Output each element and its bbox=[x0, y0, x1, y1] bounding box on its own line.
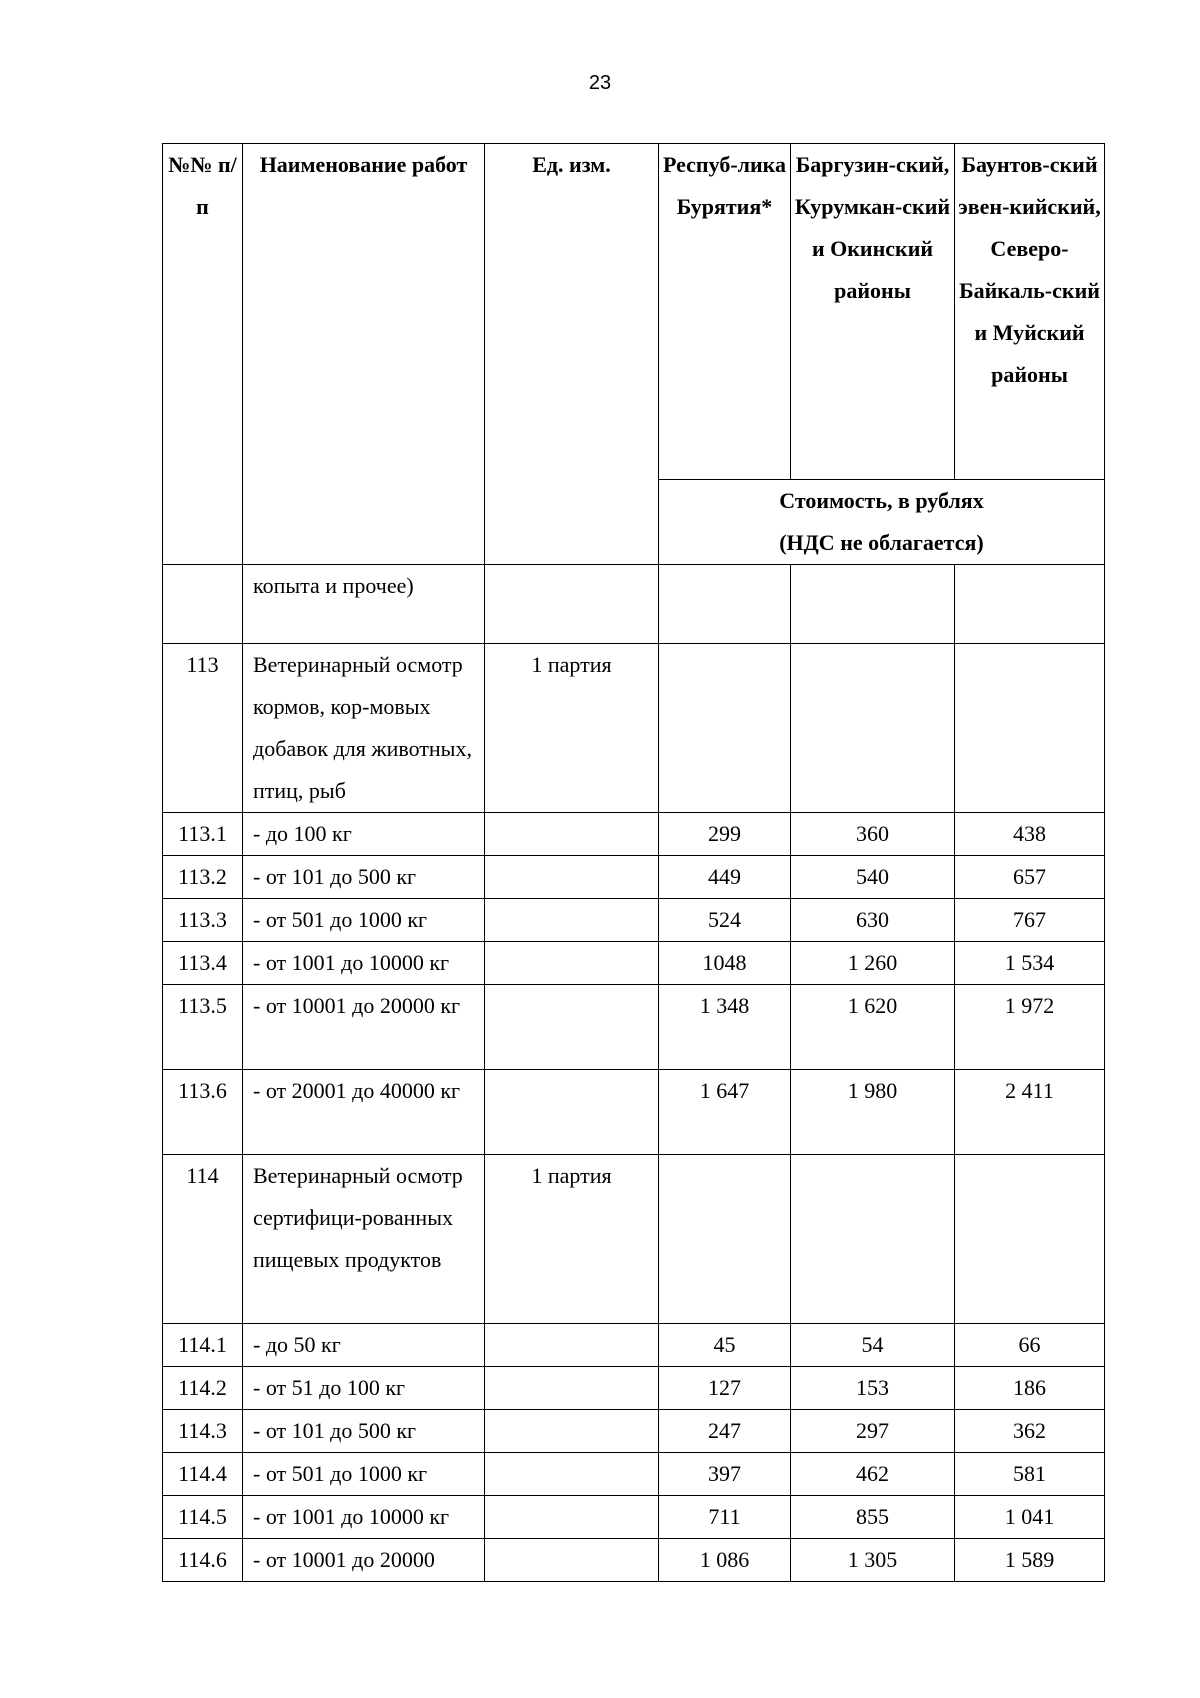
cell-price-bauntov: 767 bbox=[955, 899, 1105, 942]
header-col-barguzin: Баргузин-ский, Курумкан-ский и Окинский районы bbox=[791, 144, 955, 480]
cell-price-buryatia: 397 bbox=[659, 1453, 791, 1496]
cell-price-bauntov: 581 bbox=[955, 1453, 1105, 1496]
price-table bbox=[162, 143, 1105, 1582]
cell-num: 114.4 bbox=[163, 1453, 243, 1496]
header-name: Наименование работ bbox=[243, 144, 485, 565]
cell-price-bauntov: 2 411 bbox=[955, 1070, 1105, 1155]
cell-price-barguzin: 360 bbox=[791, 813, 955, 856]
cell-num: 114.2 bbox=[163, 1367, 243, 1410]
table-row bbox=[163, 1324, 1105, 1367]
header-unit: Ед. изм. bbox=[485, 144, 659, 565]
cell-unit bbox=[485, 1070, 659, 1155]
cell-name: - от 1001 до 10000 кг bbox=[243, 942, 485, 985]
cell-name: - от 101 до 500 кг bbox=[243, 1410, 485, 1453]
cell-unit bbox=[485, 1324, 659, 1367]
table-row bbox=[163, 942, 1105, 985]
table-row bbox=[163, 1496, 1105, 1539]
cell-name: - от 1001 до 10000 кг bbox=[243, 1496, 485, 1539]
table-row bbox=[163, 1155, 1105, 1324]
cell-price-bauntov: 657 bbox=[955, 856, 1105, 899]
cell-unit bbox=[485, 813, 659, 856]
cell-num: 114.6 bbox=[163, 1539, 243, 1582]
table-row bbox=[163, 1453, 1105, 1496]
cell-unit: 1 партия bbox=[485, 1155, 659, 1324]
table-row bbox=[163, 813, 1105, 856]
cell-price-barguzin bbox=[791, 644, 955, 813]
header-cost-line1: Стоимость, в рублях bbox=[779, 488, 984, 513]
cell-name: Ветеринарный осмотр кормов, кор-мовых добавок для животных, птиц, рыб bbox=[243, 644, 485, 813]
cell-price-barguzin: 855 bbox=[791, 1496, 955, 1539]
cell-price-bauntov: 1 589 bbox=[955, 1539, 1105, 1582]
cell-price-buryatia: 299 bbox=[659, 813, 791, 856]
cell-price-bauntov: 66 bbox=[955, 1324, 1105, 1367]
cell-price-barguzin: 1 260 bbox=[791, 942, 955, 985]
cell-name: - от 10001 до 20000 bbox=[243, 1539, 485, 1582]
cell-price-bauntov bbox=[955, 1155, 1105, 1324]
cell-unit bbox=[485, 942, 659, 985]
cell-price-barguzin bbox=[791, 1155, 955, 1324]
cell-price-buryatia: 524 bbox=[659, 899, 791, 942]
cell-price-barguzin: 54 bbox=[791, 1324, 955, 1367]
cell-price-buryatia bbox=[659, 644, 791, 813]
cell-price-buryatia: 1 647 bbox=[659, 1070, 791, 1155]
cell-name: - до 50 кг bbox=[243, 1324, 485, 1367]
table-row bbox=[163, 899, 1105, 942]
cell-price-buryatia bbox=[659, 1155, 791, 1324]
cell-price-bauntov bbox=[955, 644, 1105, 813]
cell-unit bbox=[485, 856, 659, 899]
cell-unit bbox=[485, 565, 659, 644]
cell-price-buryatia: 247 bbox=[659, 1410, 791, 1453]
cell-unit bbox=[485, 1410, 659, 1453]
cell-price-buryatia: 711 bbox=[659, 1496, 791, 1539]
cell-name: - от 10001 до 20000 кг bbox=[243, 985, 485, 1070]
cell-price-buryatia: 1 348 bbox=[659, 985, 791, 1070]
cell-price-barguzin: 1 305 bbox=[791, 1539, 955, 1582]
cell-price-bauntov: 362 bbox=[955, 1410, 1105, 1453]
cell-price-buryatia: 45 bbox=[659, 1324, 791, 1367]
cell-num: 114.1 bbox=[163, 1324, 243, 1367]
cell-price-barguzin: 153 bbox=[791, 1367, 955, 1410]
header-col-buryatia: Респуб-лика Бурятия* bbox=[659, 144, 791, 480]
cell-unit bbox=[485, 1496, 659, 1539]
cell-num: 113.4 bbox=[163, 942, 243, 985]
cell-price-buryatia bbox=[659, 565, 791, 644]
cell-price-barguzin: 462 bbox=[791, 1453, 955, 1496]
cell-unit: 1 партия bbox=[485, 644, 659, 813]
page-number: 23 bbox=[588, 72, 612, 94]
cell-num: 113.5 bbox=[163, 985, 243, 1070]
cell-name: - от 51 до 100 кг bbox=[243, 1367, 485, 1410]
table-row bbox=[163, 644, 1105, 813]
cell-num bbox=[163, 565, 243, 644]
cell-name: Ветеринарный осмотр сертифици-рованных пищевых продуктов bbox=[243, 1155, 485, 1324]
cell-num: 113.6 bbox=[163, 1070, 243, 1155]
cell-price-bauntov: 438 bbox=[955, 813, 1105, 856]
cell-unit bbox=[485, 1539, 659, 1582]
cell-name: копыта и прочее) bbox=[243, 565, 485, 644]
cell-price-buryatia: 1048 bbox=[659, 942, 791, 985]
table-row bbox=[163, 1410, 1105, 1453]
cell-price-buryatia: 127 bbox=[659, 1367, 791, 1410]
cell-price-barguzin bbox=[791, 565, 955, 644]
header-cost bbox=[659, 480, 1105, 565]
table-row bbox=[163, 1539, 1105, 1582]
cell-name: - от 20001 до 40000 кг bbox=[243, 1070, 485, 1155]
table-row bbox=[163, 1070, 1105, 1155]
cell-num: 113.1 bbox=[163, 813, 243, 856]
cell-num: 113.2 bbox=[163, 856, 243, 899]
cell-price-bauntov: 186 bbox=[955, 1367, 1105, 1410]
cell-price-barguzin: 297 bbox=[791, 1410, 955, 1453]
table-body bbox=[163, 565, 1105, 1582]
cell-num: 113.3 bbox=[163, 899, 243, 942]
table-row bbox=[163, 985, 1105, 1070]
cell-unit bbox=[485, 985, 659, 1070]
cell-name: - до 100 кг bbox=[243, 813, 485, 856]
cell-price-bauntov: 1 534 bbox=[955, 942, 1105, 985]
cell-price-barguzin: 630 bbox=[791, 899, 955, 942]
table-row bbox=[163, 565, 1105, 644]
cell-num: 113 bbox=[163, 644, 243, 813]
cell-price-barguzin: 540 bbox=[791, 856, 955, 899]
cell-unit bbox=[485, 899, 659, 942]
cell-price-buryatia: 1 086 bbox=[659, 1539, 791, 1582]
cell-price-barguzin: 1 620 bbox=[791, 985, 955, 1070]
cell-num: 114 bbox=[163, 1155, 243, 1324]
header-num: №№ п/п bbox=[163, 144, 243, 565]
header-cost-line2: (НДС не облагается) bbox=[779, 530, 984, 555]
cell-price-barguzin: 1 980 bbox=[791, 1070, 955, 1155]
header-col-bauntov: Баунтов-ский эвен-кийский, Северо-Байкаль-ский и Муйский районы bbox=[955, 144, 1105, 480]
cell-num: 114.5 bbox=[163, 1496, 243, 1539]
table-row bbox=[163, 856, 1105, 899]
cell-price-bauntov bbox=[955, 565, 1105, 644]
cell-name: - от 501 до 1000 кг bbox=[243, 1453, 485, 1496]
cell-unit bbox=[485, 1453, 659, 1496]
cell-name: - от 101 до 500 кг bbox=[243, 856, 485, 899]
cell-name: - от 501 до 1000 кг bbox=[243, 899, 485, 942]
cell-price-buryatia: 449 bbox=[659, 856, 791, 899]
cell-unit bbox=[485, 1367, 659, 1410]
table-row bbox=[163, 1367, 1105, 1410]
cell-price-bauntov: 1 041 bbox=[955, 1496, 1105, 1539]
cell-num: 114.3 bbox=[163, 1410, 243, 1453]
cell-price-bauntov: 1 972 bbox=[955, 985, 1105, 1070]
